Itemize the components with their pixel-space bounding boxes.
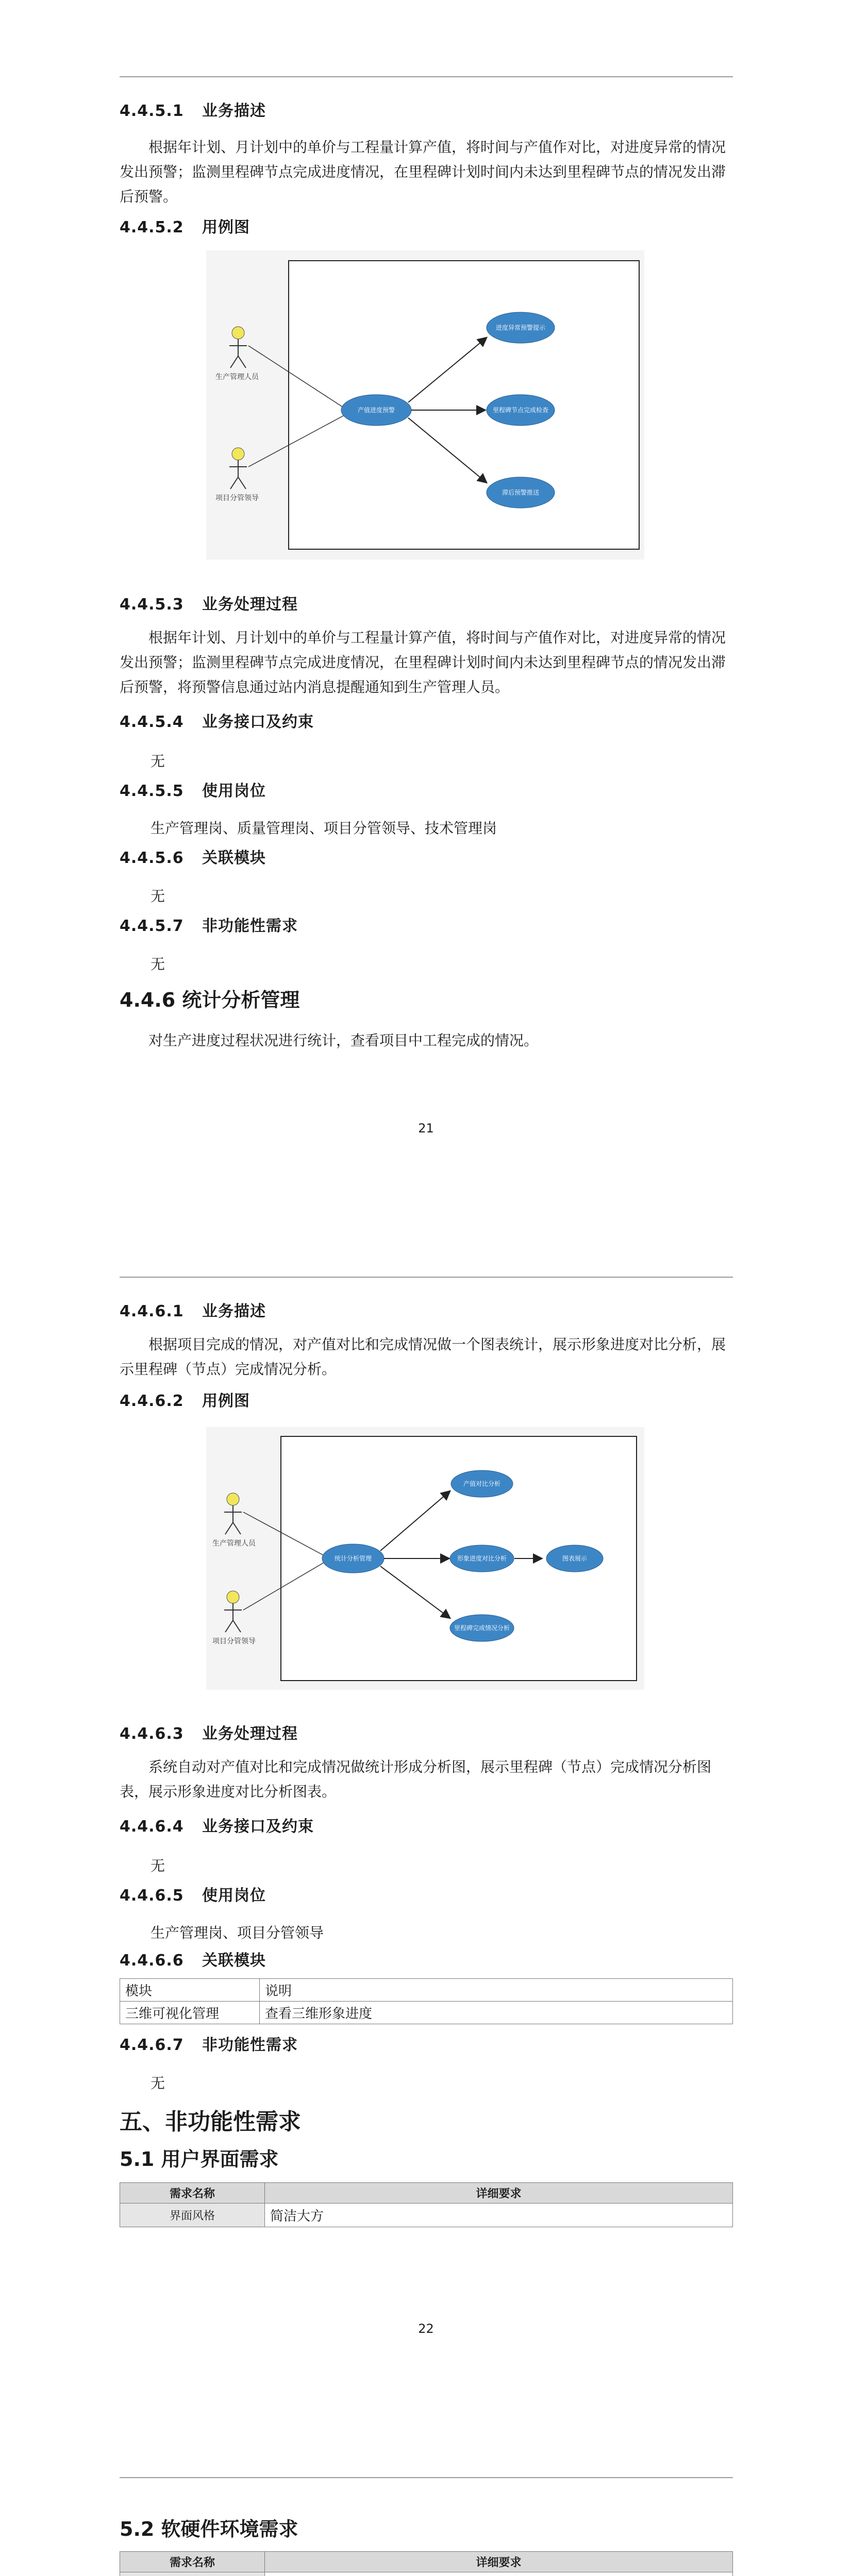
use-case-outcome-1-label: 进度异常预警提示 xyxy=(495,324,546,331)
value-4465: 生产管理岗、项目分管领导 xyxy=(151,1924,324,1941)
paragraph-4451: 根据年计划、月计划中的单价与工程量计算产值，将时间与产值作对比，对进度异常的情况发出预警；监测里程碑节点完成进度情况，在里程碑计划时间内未达到里程碑节点的情况发出滞后预警。 xyxy=(120,139,726,205)
table-cell: 查看三维形象进度 xyxy=(260,2002,733,2024)
heading-4453: 4.4.5.3 业务处理过程 xyxy=(120,596,298,614)
use-case-diagram-2 xyxy=(206,1427,644,1690)
use-case-outcome-1-label: 产值对比分析 xyxy=(463,1480,501,1487)
heading-4455: 4.4.5.5 使用岗位 xyxy=(120,782,266,800)
table-cell-value: 简洁大方 xyxy=(265,2204,733,2227)
use-case-outcome-2-label: 形象进度对比分析 xyxy=(457,1555,507,1562)
value-4454: 无 xyxy=(151,753,165,770)
table-cell: 三维可视化管理 xyxy=(120,2002,260,2024)
related-module-table xyxy=(120,1978,733,2024)
value-4457: 无 xyxy=(151,956,165,973)
use-case-diagram-1 xyxy=(206,250,644,560)
heading-chapter-5: 五、非功能性需求 xyxy=(120,2109,301,2135)
actor-icon xyxy=(224,1591,242,1632)
table-row xyxy=(120,2572,733,2576)
header-rule xyxy=(120,76,733,77)
table-row xyxy=(120,2002,733,2024)
actor-label-1: 生产管理人员 xyxy=(212,1539,256,1548)
actor-icon xyxy=(229,327,247,368)
header-rule xyxy=(120,1277,733,1278)
value-4455: 生产管理岗、质量管理岗、项目分管领导、技术管理岗 xyxy=(151,820,497,837)
actor-icon xyxy=(224,1493,242,1534)
heading-4466: 4.4.6.6 关联模块 xyxy=(120,1952,266,1970)
paragraph-4453: 根据年计划、月计划中的单价与工程量计算产值，将时间与产值作对比，对进度异常的情况发出预警；监测里程碑节点完成进度情况，在里程碑计划时间内未达到里程碑节点的情况发出滞后预警，将预警信息通过站内消息提醒通知到生产管理人员。 xyxy=(120,629,726,696)
value-4456: 无 xyxy=(151,888,165,905)
use-case-center-label: 产值进度预警 xyxy=(357,406,395,414)
table-header-row xyxy=(120,2183,733,2204)
table-header: 说明 xyxy=(260,1979,733,2002)
table-header: 详细要求 xyxy=(265,2183,733,2204)
system-boundary xyxy=(289,261,639,549)
use-case-outcome-3-label: 滞后预警推送 xyxy=(502,489,540,496)
header-rule xyxy=(120,2477,733,2478)
table-header-row xyxy=(120,1979,733,2002)
table-cell-value xyxy=(265,2572,733,2576)
page-23 xyxy=(0,2401,852,2576)
actor-icon xyxy=(229,448,247,489)
page-number: 21 xyxy=(418,1121,434,1136)
page-21 xyxy=(0,0,852,1200)
table-header: 需求名称 xyxy=(120,2183,265,2204)
use-case-outcome-3-label: 里程碑完成情况分析 xyxy=(454,1624,510,1632)
heading-4464: 4.4.6.4 业务接口及约束 xyxy=(120,1818,314,1836)
heading-4456: 4.4.5.6 关联模块 xyxy=(120,849,266,867)
value-4464: 无 xyxy=(151,1857,165,1874)
page-number: 22 xyxy=(418,2321,434,2336)
heading-4461: 4.4.6.1 业务描述 xyxy=(120,1302,266,1320)
table-cell-key: 界面风格 xyxy=(120,2204,265,2227)
actor-label-2: 项目分管领导 xyxy=(215,494,259,502)
ui-requirement-table xyxy=(120,2182,733,2227)
heading-51: 5.1 用户界面需求 xyxy=(120,2148,279,2171)
table-row xyxy=(120,2204,733,2227)
value-4467: 无 xyxy=(151,2075,165,2092)
heading-4452: 4.4.5.2 用例图 xyxy=(120,218,250,236)
heading-52: 5.2 软硬件环境需求 xyxy=(120,2518,298,2540)
heading-4467: 4.4.6.7 非功能性需求 xyxy=(120,2036,298,2054)
use-case-outcome-4-label: 图表展示 xyxy=(562,1555,588,1562)
heading-4454: 4.4.5.4 业务接口及约束 xyxy=(120,713,314,731)
paragraph-4461: 根据项目完成的情况，对产值对比和完成情况做一个图表统计，展示形象进度对比分析，展示里程碑（节点）完成情况分析。 xyxy=(120,1336,726,1378)
paragraph-446: 对生产进度过程状况进行统计，查看项目中工程完成的情况。 xyxy=(148,1032,539,1049)
table-header: 需求名称 xyxy=(120,2552,265,2572)
heading-4463: 4.4.6.3 业务处理过程 xyxy=(120,1725,298,1743)
table-header-row xyxy=(120,2552,733,2572)
table-header: 模块 xyxy=(120,1979,260,2002)
heading-4465: 4.4.6.5 使用岗位 xyxy=(120,1887,266,1905)
use-case-center-label: 统计分析管理 xyxy=(334,1555,372,1562)
environment-table xyxy=(120,2551,733,2576)
heading-446: 4.4.6 统计分析管理 xyxy=(120,989,300,1011)
use-case-outcome-2-label: 里程碑节点完成检查 xyxy=(492,406,549,414)
heading-4462: 4.4.6.2 用例图 xyxy=(120,1392,250,1410)
table-header: 详细要求 xyxy=(265,2552,733,2572)
paragraph-4463: 系统自动对产值对比和完成情况做统计形成分析图，展示里程碑（节点）完成情况分析图表，展示形象进度对比分析图表。 xyxy=(120,1758,712,1800)
actor-label-1: 生产管理人员 xyxy=(215,373,259,381)
heading-4457: 4.4.5.7 非功能性需求 xyxy=(120,917,298,935)
page-22 xyxy=(0,1200,852,2401)
actor-label-2: 项目分管领导 xyxy=(212,1637,256,1646)
table-cell-key xyxy=(120,2572,265,2576)
heading-4451: 4.4.5.1 业务描述 xyxy=(120,102,266,120)
